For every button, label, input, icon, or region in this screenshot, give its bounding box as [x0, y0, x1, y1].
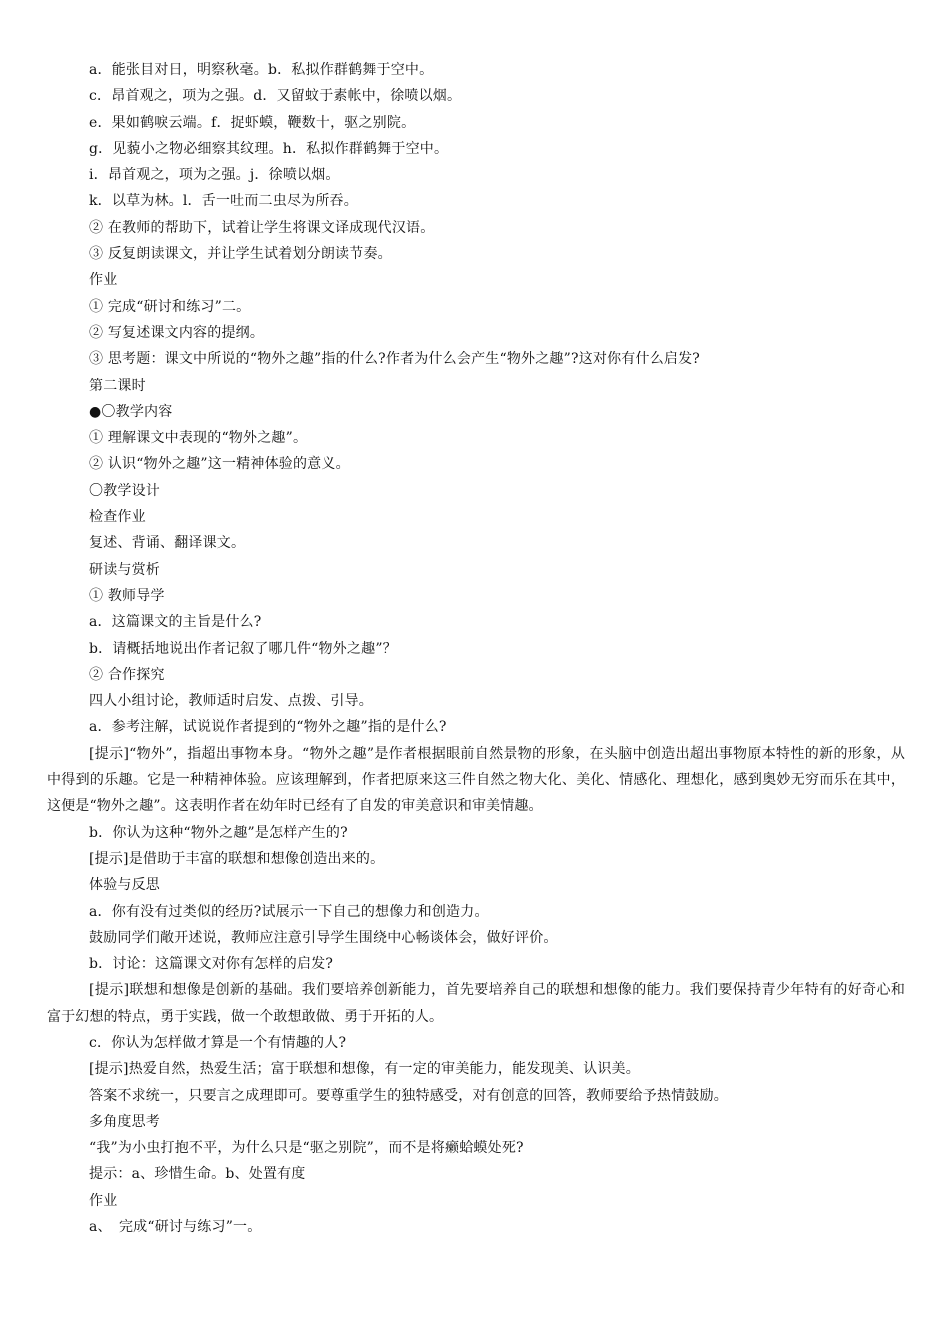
- text-line: b．请概括地说出作者记叙了哪几件“物外之趣”？: [89, 640, 397, 657]
- text-line: “我”为小虫打抱不平，为什么只是“驱之别院”，而不是将癞蛤蟆处死?: [89, 1140, 524, 1157]
- text-line: [提示]是借助于丰富的联想和想像创造出来的。: [89, 850, 385, 867]
- hint-paragraph: [提示]联想和想像是创新的基础。我们要培养创新能力，首先要培养自己的联想和想像的能力。我们要保持青少年特有的好奇心和富于幻想的特点，勇于实践，做一个敢想敢做、勇于开拓的人。: [47, 982, 905, 1025]
- text-line: c．昂首观之，项为之强。d．又留蚊于素帐中，徐喷以烟。: [89, 88, 462, 105]
- text-line: ② 认识“物外之趣”这一精神体验的意义。: [89, 456, 350, 473]
- section-heading: 检查作业: [89, 509, 146, 526]
- text-line: b．你认为这种“物外之趣”是怎样产生的?: [89, 824, 348, 841]
- text-line: 四人小组讨论，教师适时启发、点拨、引导。: [89, 693, 373, 710]
- section-heading: 体验与反思: [89, 877, 160, 894]
- text-line: k．以草为林。l．舌一吐而二虫尽为所吞。: [89, 193, 358, 210]
- section-heading: 〇教学设计: [89, 482, 160, 499]
- text-line: a．这篇课文的主旨是什么?: [89, 614, 262, 631]
- text-line: 答案不求统一，只要言之成理即可。要尊重学生的独特感受，对有创意的回答，教师要给予热情鼓励。: [89, 1087, 728, 1104]
- text-line: ① 教师导学: [89, 587, 165, 604]
- text-line: a．能张目对日，明察秋毫。b．私拟作群鹤舞于空中。: [89, 62, 434, 78]
- section-heading: 作业: [89, 272, 118, 289]
- text-line: e．果如鹤唳云端。f．捉虾蟆，鞭数十，驱之别院。: [89, 114, 416, 131]
- text-line: g．见藐小之物必细察其纹理。h．私拟作群鹤舞于空中。: [89, 140, 449, 157]
- text-line: 提示：a、珍惜生命。b、处置有度: [89, 1166, 306, 1183]
- hint-paragraph: [提示]“物外”，指超出事物本身。“物外之趣”是作者根据眼前自然景物的形象，在头脑中创造出超出事物原本特性的新的形象，从中得到的乐趣。它是一种精神体验。应该理解到，作者把原来这三件自然之物大化、美化、情感化、理想化，感到奥妙无穷而乐在其中，这便是“物外之趣”。这表明作者在幼年时已经有了自发的审美意识和审美情趣。: [47, 745, 905, 815]
- text-line: ① 理解课文中表现的“物外之趣”。: [89, 430, 308, 447]
- document-page: [0, 57, 950, 1240]
- text-line: 复述、背诵、翻译课文。: [89, 535, 246, 552]
- text-line: ① 完成“研讨和练习”二。: [89, 298, 251, 315]
- text-line: [提示]热爱自然，热爱生活；富于联想和想像，有一定的审美能力，能发现美、认识美。: [89, 1061, 640, 1078]
- text-line: a．你有没有过类似的经历?试展示一下自己的想像力和创造力。: [89, 903, 489, 920]
- text-line: ③ 反复朗读课文，并让学生试着划分朗读节奏。: [89, 246, 392, 263]
- section-heading: ●〇教学内容: [89, 403, 173, 420]
- text-line: ② 在教师的帮助下，试着让学生将课文译成现代汉语。: [89, 219, 435, 236]
- section-heading: 多角度思考: [89, 1113, 160, 1130]
- text-line: 鼓励同学们敞开述说，教师应注意引导学生围绕中心畅谈体会，做好评价。: [89, 929, 558, 946]
- text-line: a．参考注解，试说说作者提到的“物外之趣”指的是什么?: [89, 719, 447, 736]
- section-heading: 研读与赏析: [89, 561, 160, 578]
- text-line: ② 写复述课文内容的提纲。: [89, 324, 265, 341]
- section-heading: 作业: [89, 1192, 118, 1209]
- text-line: c．你认为怎样做才算是一个有情趣的人?: [89, 1034, 347, 1051]
- text-line: ③ 思考题：课文中所说的“物外之趣”指的什么?作者为什么会产生“物外之趣”?这对你有什么启发?: [89, 351, 700, 368]
- text-line: b．讨论：这篇课文对你有怎样的启发?: [89, 956, 334, 973]
- text-line: a、 完成“研讨与练习”一。: [89, 1219, 262, 1236]
- section-heading: 第二课时: [89, 377, 146, 394]
- text-line: ② 合作探究: [89, 666, 165, 683]
- text-line: i．昂首观之，项为之强。j．徐喷以烟。: [89, 167, 340, 184]
